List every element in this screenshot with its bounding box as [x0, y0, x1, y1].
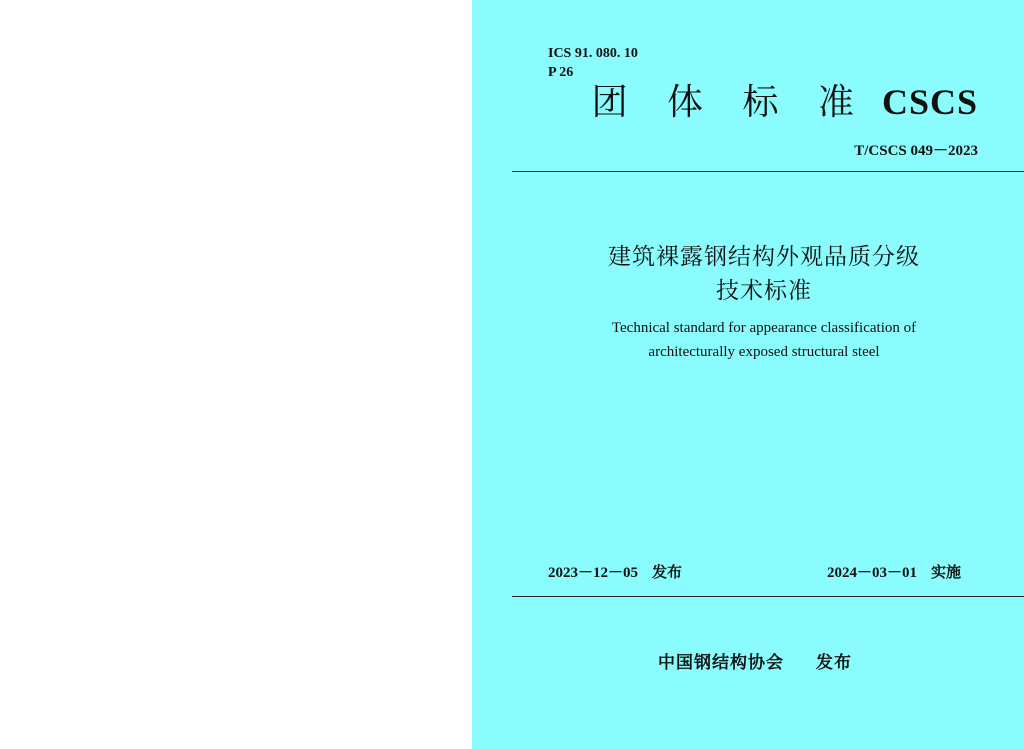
ccs-code: P 26	[548, 65, 574, 80]
title-en-line-1: Technical standard for appearance classification of	[611, 320, 917, 336]
publish-date: 2023－12－05	[548, 565, 639, 581]
ics-code: ICS 91. 080. 10	[548, 46, 638, 61]
title-en-line-2: architecturally exposed structural steel	[648, 344, 880, 360]
standard-type-en: CSCS	[881, 82, 978, 122]
standard-type-cn: 团 体 标 准	[591, 82, 868, 123]
publisher-line	[658, 648, 852, 673]
standard-number: T/CSCS 049－2023	[854, 143, 978, 159]
title-cn-line-1: 建筑裸露钢结构外观品质分级	[608, 244, 920, 270]
publisher-name: 中国钢结构协会	[658, 653, 784, 673]
bottom-divider	[512, 596, 1024, 597]
title-chinese	[472, 240, 1024, 308]
title-cn-line-2: 技术标准	[716, 278, 812, 304]
effective-label: 实施	[931, 563, 962, 581]
publish-date-row	[548, 561, 682, 582]
standard-type-heading	[592, 74, 978, 125]
effective-date: 2024－03－01	[827, 565, 918, 581]
standard-cover-page	[472, 0, 1024, 749]
title-english	[472, 316, 1024, 364]
publisher-label: 发布	[816, 653, 852, 673]
top-divider	[512, 171, 1024, 172]
blank-page-area	[0, 0, 472, 749]
publish-label: 发布	[652, 563, 683, 581]
effective-date-row	[827, 561, 961, 582]
